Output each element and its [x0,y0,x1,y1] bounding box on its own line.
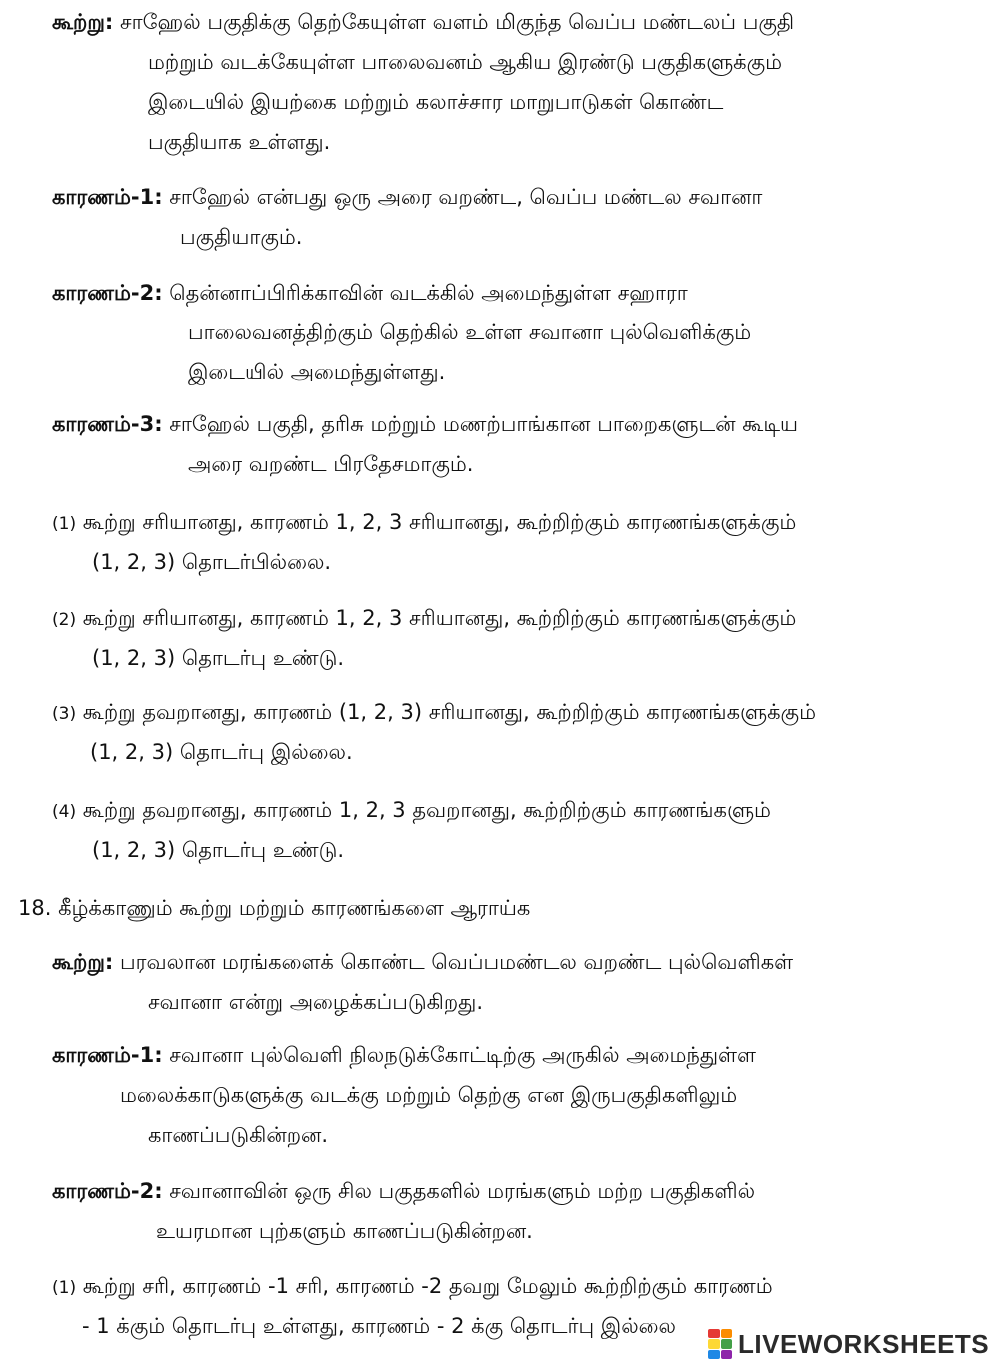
q17-reason1 [52,185,762,210]
q17-reason3-line: அரை வறண்ட பிரதேசமாகும். [188,452,474,476]
q18-statement-line: சவானா என்று அழைக்கப்படுகிறது. [148,990,484,1014]
q17-reason1-line: பகுதியாகும். [180,225,303,249]
q18-reason2-line: உயரமான புற்களும் காணப்படுகின்றன. [156,1219,533,1243]
option-text: (1, 2, 3) தொடர்பு உண்டு. [92,646,345,670]
q18-reason1 [52,1043,756,1068]
q17-statement-label: கூற்று: [52,10,114,34]
q17-statement-line: பகுதியாக உள்ளது. [148,130,331,154]
q17-statement-line: சாஹேல் பகுதிக்கு தெற்கேயுள்ள வளம் மிகுந்த வெப்ப மண்டலப் பகுதி [120,10,795,34]
q17-option-3[interactable] [52,700,816,725]
q17-reason1-line: சாஹேல் என்பது ஒரு அரை வறண்ட, வெப்ப மண்டல சவானா [169,185,763,209]
q18-statement-line: பரவலான மரங்களைக் கொண்ட வெப்பமண்டல வறண்ட புல்வெளிகள் [120,950,794,974]
option-number: (2) [52,610,77,630]
option-number: (3) [52,704,77,724]
q17-reason2 [52,281,688,306]
option-number: (4) [52,802,77,822]
option-text: (1, 2, 3) தொடர்பு உண்டு. [92,838,345,862]
q17-option-2[interactable] [52,606,796,631]
q17-option-4[interactable] [52,798,771,823]
option-text: கூற்று தவறானது, காரணம் (1, 2, 3) சரியானது, கூற்றிற்கும் காரணங்களுக்கும் [82,700,816,724]
q17-reason3-label: காரணம்-3: [52,412,163,436]
option-text: (1, 2, 3) தொடர்பில்லை. [92,550,332,574]
q18-reason2-line: சவானாவின் ஒரு சில பகுதகளில் மரங்களும் மற்ற பகுதிகளில் [169,1179,755,1203]
option-text: கூற்று சரியானது, காரணம் 1, 2, 3 சரியானது, கூற்றிற்கும் காரணங்களுக்கும் [82,606,797,630]
option-text: கூற்று தவறானது, காரணம் 1, 2, 3 தவறானது, கூற்றிற்கும் காரணங்களும் [82,798,771,822]
q17-statement-line: மற்றும் வடக்கேயுள்ள பாலைவனம் ஆகிய இரண்டு பகுதிகளுக்கும் [148,50,783,74]
q18-option-1[interactable] [52,1274,773,1299]
q18-reason1-label: காரணம்-1: [52,1043,163,1067]
option-text: - 1 க்கும் தொடர்பு உள்ளது, காரணம் - 2 க்கு தொடர்பு இல்லை [82,1314,676,1338]
q18-reason1-line: காணப்படுகின்றன. [148,1123,329,1147]
liveworksheets-logo [708,1326,989,1362]
q18-statement-label: கூற்று: [52,950,114,974]
q18-reason1-line: சவானா புல்வெளி நிலநடுக்கோட்டிற்கு அருகில் அமைந்துள்ள [169,1043,756,1067]
option-number: (1) [52,514,77,534]
q18-statement [52,950,793,975]
q17-reason2-line: இடையில் அமைந்துள்ளது. [188,360,446,384]
q17-reason1-label: காரணம்-1: [52,185,163,209]
q17-reason3-line: சாஹேல் பகுதி, தரிசு மற்றும் மணற்பாங்கான பாறைகளுடன் கூடிய [169,412,799,436]
q18-reason2 [52,1179,755,1204]
q18-heading: 18. கீழ்க்காணும் கூற்று மற்றும் காரணங்களை ஆராய்க [18,896,531,920]
liveworksheets-logo-text: LIVEWORKSHEETS [738,1328,990,1359]
q17-reason2-line: பாலைவனத்திற்கும் தெற்கில் உள்ள சவானா புல்வெளிக்கும் [188,320,752,344]
q17-reason2-line: தென்னாப்பிரிக்காவின் வடக்கில் அமைந்துள்ள சஹாரா [169,281,688,305]
option-text: கூற்று சரியானது, காரணம் 1, 2, 3 சரியானது, கூற்றிற்கும் காரணங்களுக்கும் [82,510,797,534]
q17-option-1[interactable] [52,510,796,535]
q17-reason3 [52,412,798,437]
q17-reason2-label: காரணம்-2: [52,281,163,305]
liveworksheets-logo-icon [708,1329,732,1359]
q17-statement [52,10,794,35]
option-number: (1) [52,1278,77,1298]
option-text: (1, 2, 3) தொடர்பு இல்லை. [90,740,353,764]
q17-statement-line: இடையில் இயற்கை மற்றும் கலாச்சார மாறுபாடுகள் கொண்ட [148,90,724,114]
q18-reason2-label: காரணம்-2: [52,1179,163,1203]
q18-reason1-line: மலைக்காடுகளுக்கு வடக்கு மற்றும் தெற்கு என இருபகுதிகளிலும் [120,1083,738,1107]
option-text: கூற்று சரி, காரணம் -1 சரி, காரணம் -2 தவறு மேலும் கூற்றிற்கும் காரணம் [82,1274,773,1298]
